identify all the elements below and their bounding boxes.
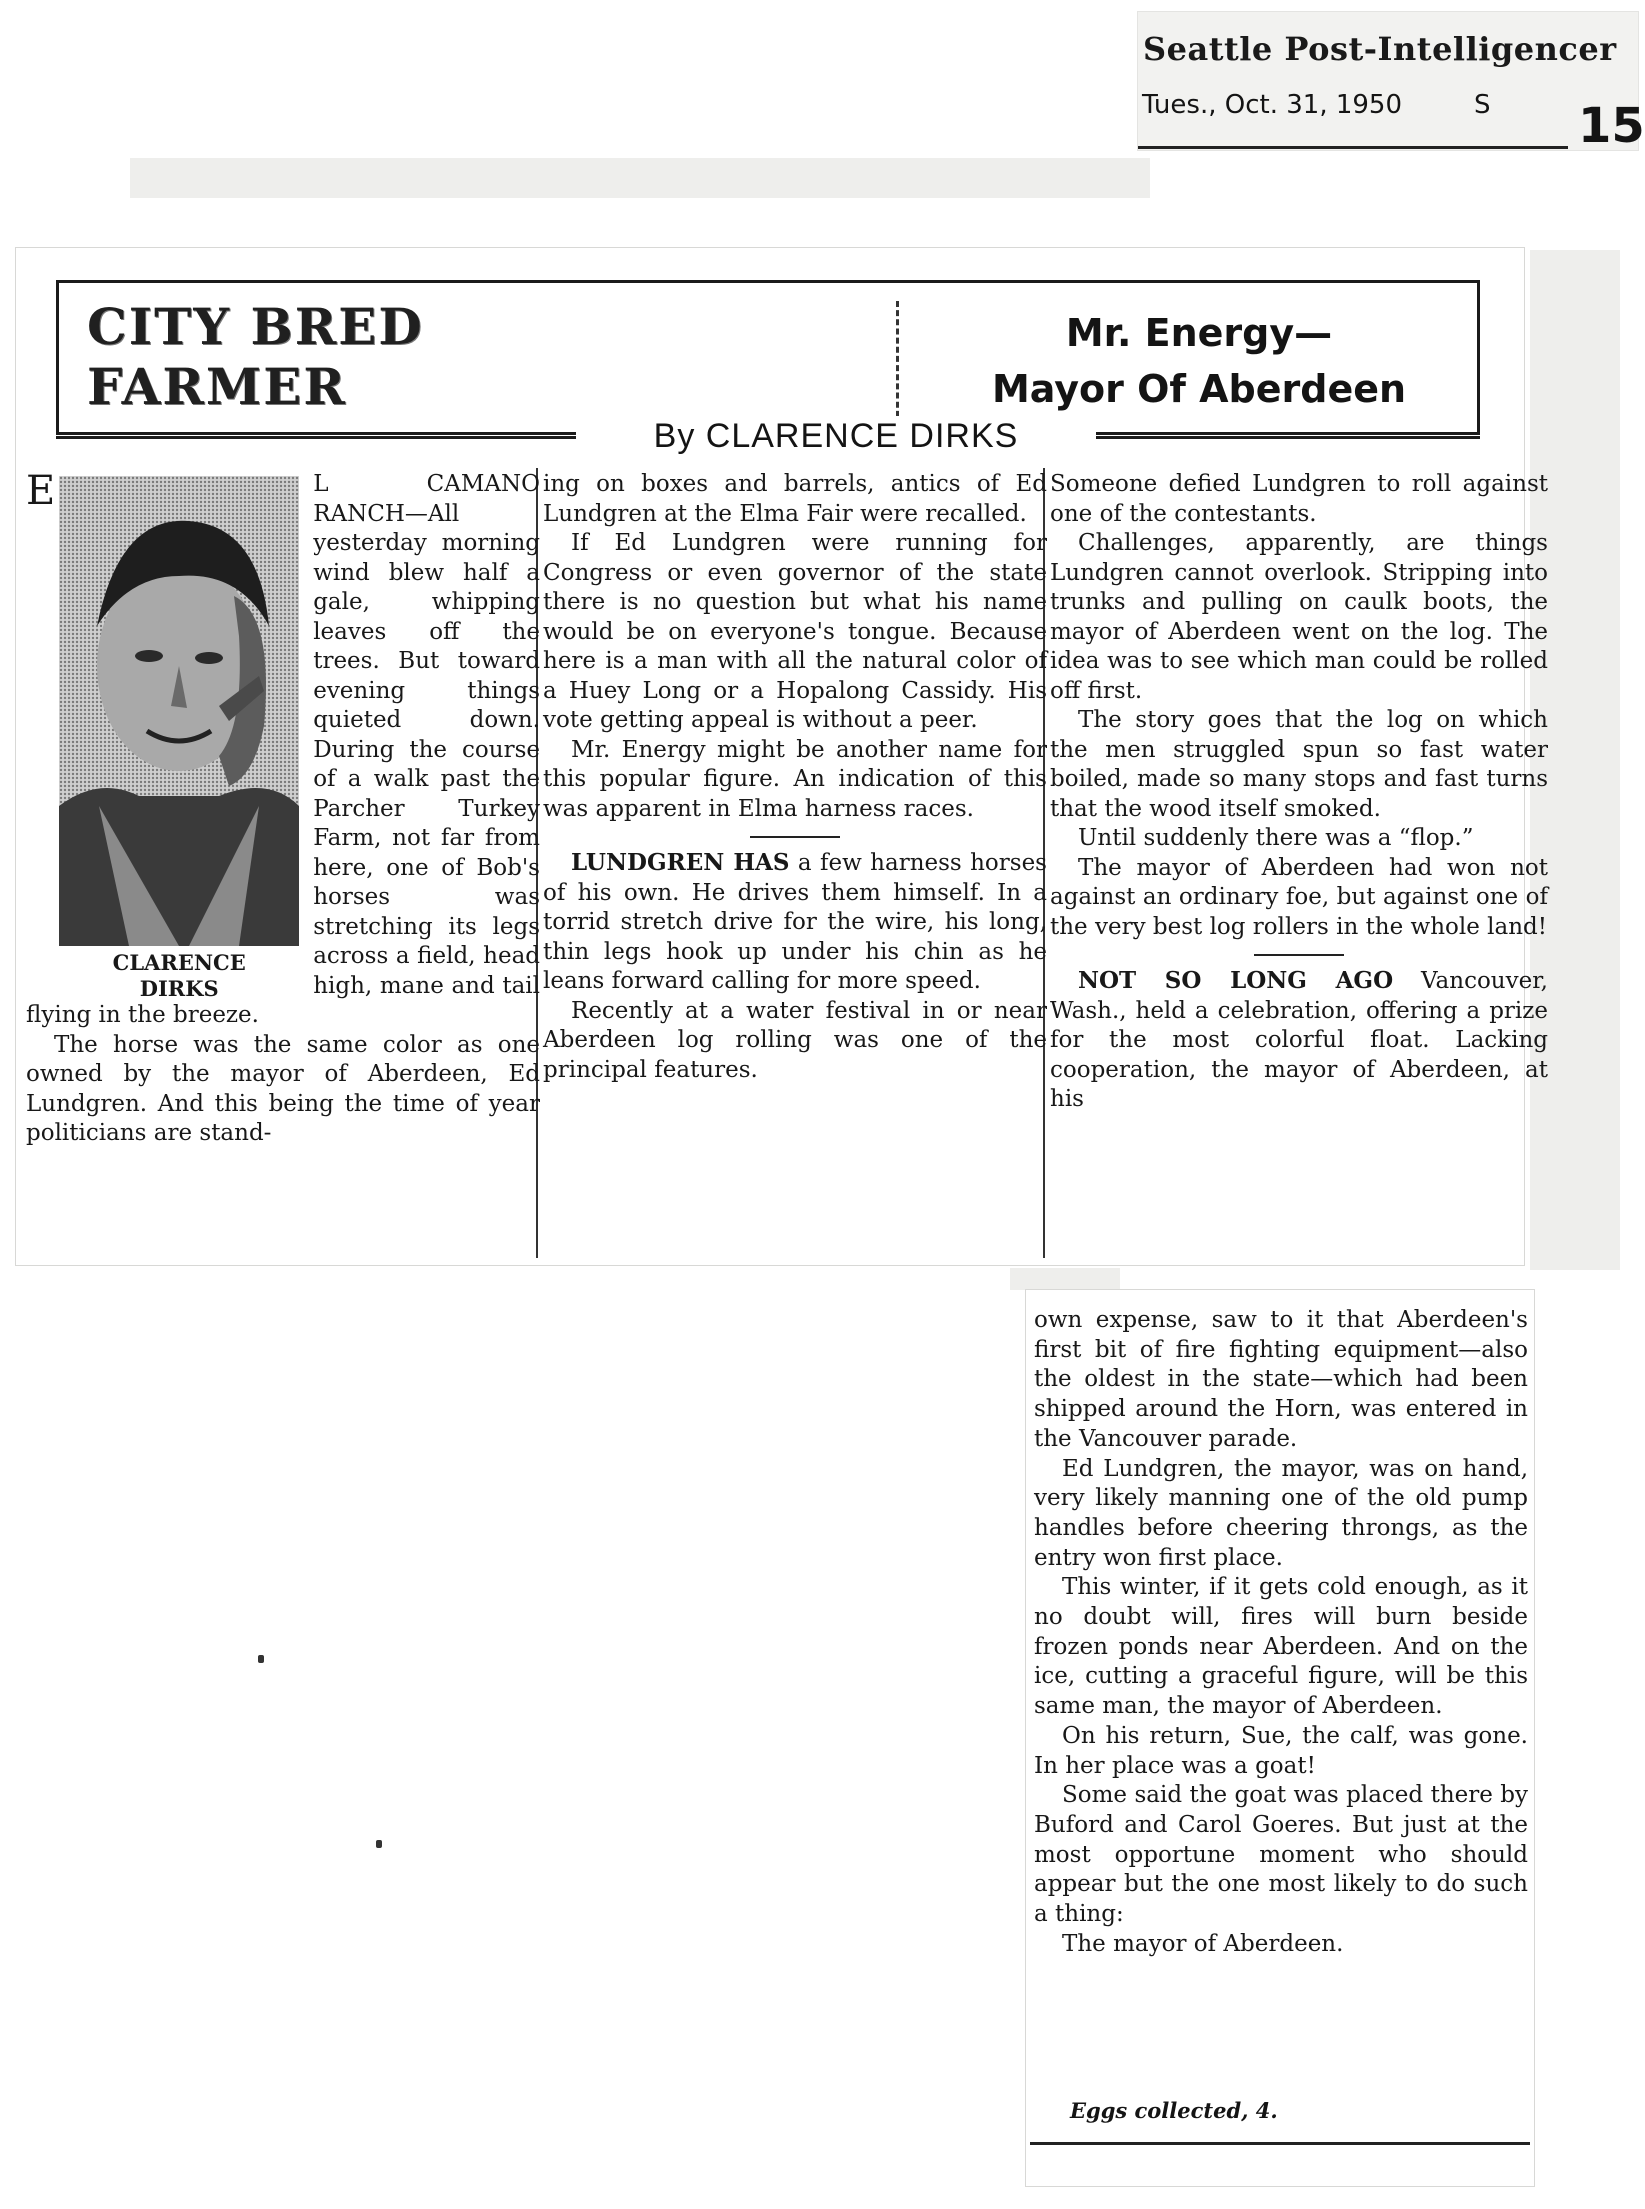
continuation-clipping xyxy=(1026,1290,1534,2186)
masthead-clipping xyxy=(1138,12,1645,154)
paragraph xyxy=(543,848,1047,997)
section-break-rule xyxy=(750,836,840,838)
paragraph: Someone defied Lundgren to roll against one of the contestants. xyxy=(1050,471,1548,527)
paragraph-text: L CAMANO RANCH—All yesterday morning wind blew half a gale, whipping leaves off the trees. But toward evening things quieted down. During the course of a walk past the Parcher Turkey Farm, not far from here, one of Bob's horses was stretching its legs across a field, head high, mane and tail flying in the breeze. xyxy=(26,471,540,1028)
paragraph: Until suddenly there was a “flop.” xyxy=(1078,825,1474,851)
article-column-2 xyxy=(543,470,1047,1085)
byline-row xyxy=(56,416,1480,456)
author-photo xyxy=(59,476,299,1001)
paragraph xyxy=(1050,966,1548,1115)
paragraph: If Ed Lundgren were running for Congress or even governor of the state there is no question but what his name would be on everyone's tongue. Because here is a man with all the natural color of a Huey Long or a Hopalong Cassidy. His vote getting appeal is without a peer. xyxy=(543,530,1047,733)
paragraph: On his return, Sue, the calf, was gone. In her place was a goat! xyxy=(1034,1722,1528,1779)
byline-rule-right xyxy=(1056,436,1480,439)
masthead-rule xyxy=(1138,146,1568,149)
paragraph: The story goes that the log on which the men struggled spun so fast water boiled, made so many stops and fast turns that the wood itself smoked. xyxy=(1050,707,1548,822)
drop-cap: E xyxy=(26,468,56,514)
headline-line: Mr. Energy— xyxy=(1065,311,1333,355)
headline xyxy=(959,305,1439,417)
paragraph: The mayor of Aberdeen. xyxy=(1062,1930,1344,1957)
issue-date: Tues., Oct. 31, 1950 xyxy=(1142,90,1403,120)
paragraph-text: a few harness horses of his own. He drives them himself. In a torrid stretch drive for the wire, his long, thin legs hook up under his chin as he leans forward calling for more speed. xyxy=(543,850,1047,994)
end-rule xyxy=(1030,2142,1530,2145)
column-title-line: FARMER xyxy=(87,357,347,416)
paragraph: Ed Lundgren, the mayor, was on hand, very likely manning one of the old pump handles before cheering throngs, as the entry won first place. xyxy=(1034,1455,1528,1571)
column-title xyxy=(87,297,647,417)
lead-in: NOT SO LONG AGO xyxy=(1078,967,1394,994)
article-column-1 xyxy=(26,470,540,1149)
paragraph: The mayor of Aberdeen had won not against an ordinary foe, but against one of the very best log rollers in the whole land! xyxy=(1050,854,1548,940)
scan-speck xyxy=(258,1655,264,1663)
photo-caption: CLARENCE DIRKS xyxy=(112,950,246,1001)
paragraph: Challenges, apparently, are things Lundgren cannot overlook. Stripping into trunks and pulling on caulk boots, the mayor of Aberdeen went on the log. The idea was to see which man could be rolled off first. xyxy=(1050,530,1548,704)
eggs-collected-note: Eggs collected, 4. xyxy=(1070,2098,1278,2123)
article-clipping xyxy=(16,248,1548,1265)
scan-shadow-top xyxy=(130,158,1150,198)
paragraph: This winter, if it gets cold enough, as it no doubt will, fires will burn beside frozen ponds near Aberdeen. And on the ice, cutting a graceful figure, will be this same man, the mayor of Aberdeen. xyxy=(1034,1574,1528,1720)
paragraph: Mr. Energy might be another name for this popular figure. An indication of this was apparent in Elma harness races. xyxy=(543,736,1047,822)
continuation-column xyxy=(1034,1306,1528,1959)
column-title-line: CITY BRED xyxy=(87,297,424,356)
paragraph: Some said the goat was placed there by Buford and Carol Goeres. But just at the most opportune moment who should appear but the one most likely to do such a thing: xyxy=(1034,1782,1528,1928)
portrait-image xyxy=(59,476,299,946)
paragraph: Recently at a water festival in or near Aberdeen log rolling was one of the principal features. xyxy=(543,997,1047,1083)
newspaper-name: Seattle Post-Intelligencer xyxy=(1143,30,1617,68)
byline-rule-left xyxy=(56,436,596,439)
section-letter: S xyxy=(1474,90,1491,120)
scan-speck xyxy=(376,1840,382,1848)
section-break-rule xyxy=(1254,954,1344,956)
page-number: 15 xyxy=(1578,98,1645,154)
paragraph-text: Vancouver, Wash., held a celebration, offering a prize for the most colorful float. Lacking cooperation, the mayor of Aberdeen, at his xyxy=(1050,968,1548,1112)
headline-divider xyxy=(896,301,909,426)
headline-line: Mayor Of Aberdeen xyxy=(991,367,1407,411)
scan-shadow-mid xyxy=(1010,1268,1120,1290)
paragraph xyxy=(26,470,540,1031)
byline: By CLARENCE DIRKS xyxy=(576,416,1096,456)
lead-in: LUNDGREN HAS xyxy=(571,849,790,876)
paragraph: own expense, saw to it that Aberdeen's first bit of fire fighting equipment—also the oldest in the state—which had been shipped around the Horn, was entered in the Vancouver parade. xyxy=(1034,1307,1528,1452)
paragraph: The horse was the same color as one owned by the mayor of Aberdeen, Ed Lundgren. And this being the time of year politicians are stand- xyxy=(26,1031,540,1146)
article-column-3 xyxy=(1050,470,1548,1115)
headline-box xyxy=(56,280,1480,435)
paragraph: ing on boxes and barrels, antics of Ed Lundgren at the Elma Fair were recalled. xyxy=(543,471,1047,527)
